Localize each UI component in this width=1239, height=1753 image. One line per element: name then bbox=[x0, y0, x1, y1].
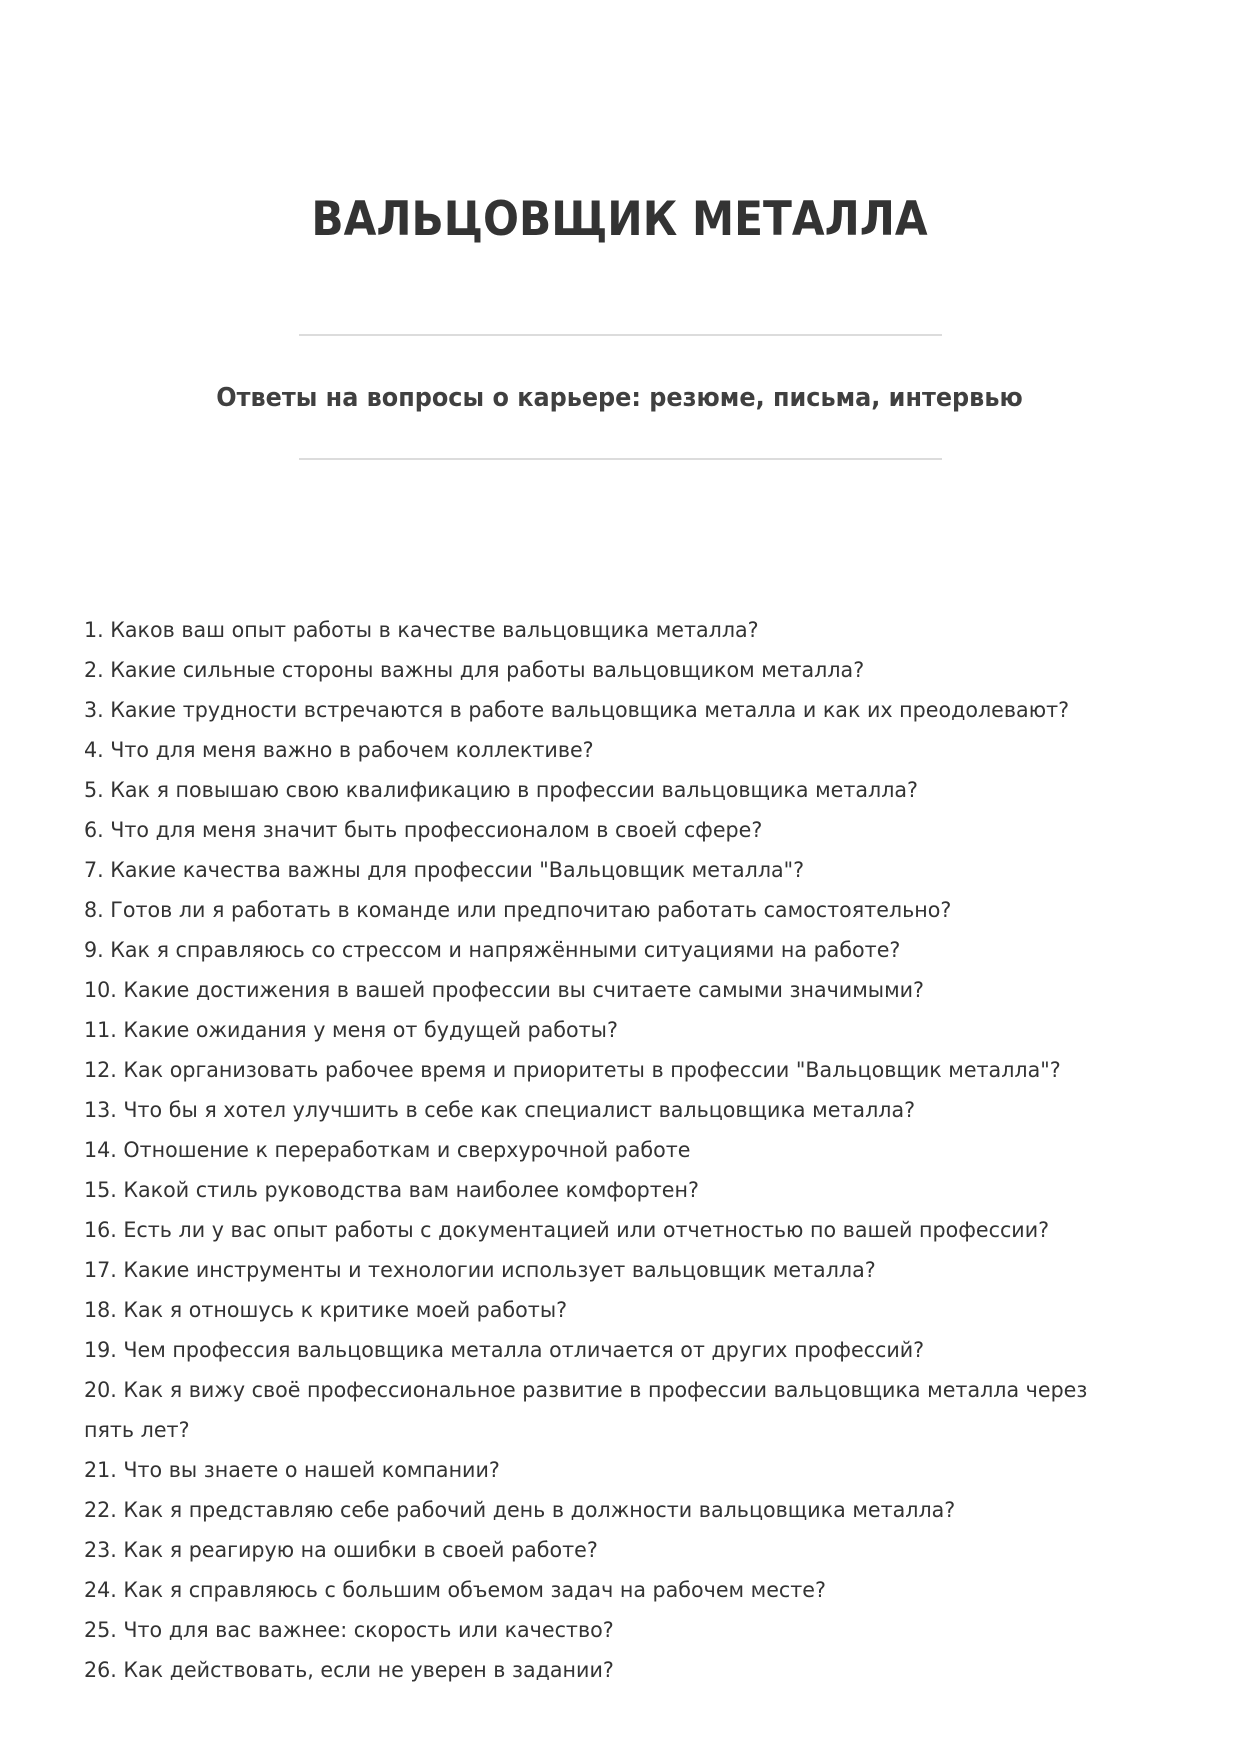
question-item: 16. Есть ли у вас опыт работы с документацией или отчетностью по вашей профессии? bbox=[84, 1218, 1050, 1243]
question-item: 17. Какие инструменты и технологии использует вальцовщик металла? bbox=[84, 1258, 876, 1283]
question-item: 1. Каков ваш опыт работы в качестве вальцовщика металла? bbox=[84, 618, 759, 643]
question-item: 8. Готов ли я работать в команде или предпочитаю работать самостоятельно? bbox=[84, 898, 952, 923]
question-item: 7. Какие качества важны для профессии "Вальцовщик металла"? bbox=[84, 858, 805, 883]
question-item: 18. Как я отношусь к критике моей работы? bbox=[84, 1298, 568, 1323]
question-list bbox=[84, 611, 1164, 1691]
question-item: 26. Как действовать, если не уверен в задании? bbox=[84, 1658, 614, 1683]
question-item: 11. Какие ожидания у меня от будущей работы? bbox=[84, 1018, 618, 1043]
question-item: 3. Какие трудности встречаются в работе вальцовщика металла и как их преодолевают? bbox=[84, 698, 1070, 723]
question-item: 23. Как я реагирую на ошибки в своей работе? bbox=[84, 1538, 598, 1563]
divider-top bbox=[299, 334, 942, 336]
question-item: 10. Какие достижения в вашей профессии вы считаете самыми значимыми? bbox=[84, 978, 925, 1003]
page-title: ВАЛЬЦОВЩИК МЕТАЛЛА bbox=[311, 192, 928, 247]
question-item: 21. Что вы знаете о нашей компании? bbox=[84, 1458, 500, 1483]
question-item: 20. Как я вижу своё профессиональное развитие в профессии вальцовщика металла через пять лет? bbox=[84, 1378, 1088, 1443]
question-item: 5. Как я повышаю свою квалификацию в профессии вальцовщика металла? bbox=[84, 778, 918, 803]
question-item: 4. Что для меня важно в рабочем коллективе? bbox=[84, 738, 594, 763]
question-item: 25. Что для вас важнее: скорость или качество? bbox=[84, 1618, 614, 1643]
question-item: 24. Как я справляюсь с большим объемом задач на рабочем месте? bbox=[84, 1578, 826, 1603]
question-item: 13. Что бы я хотел улучшить в себе как специалист вальцовщика металла? bbox=[84, 1098, 916, 1123]
question-item: 14. Отношение к переработкам и сверхурочной работе bbox=[84, 1138, 691, 1163]
question-item: 22. Как я представляю себе рабочий день в должности вальцовщика металла? bbox=[84, 1498, 956, 1523]
question-item: 15. Какой стиль руководства вам наиболее комфортен? bbox=[84, 1178, 699, 1203]
question-item: 12. Как организовать рабочее время и приоритеты в профессии "Вальцовщик металла"? bbox=[84, 1058, 1061, 1083]
question-item: 2. Какие сильные стороны важны для работы вальцовщиком металла? bbox=[84, 658, 865, 683]
question-item: 19. Чем профессия вальцовщика металла отличается от других профессий? bbox=[84, 1338, 925, 1363]
question-item: 6. Что для меня значит быть профессионалом в своей сфере? bbox=[84, 818, 763, 843]
page-subtitle: Ответы на вопросы о карьере: резюме, письма, интервью bbox=[216, 383, 1023, 413]
divider-bottom bbox=[299, 458, 942, 460]
question-item: 9. Как я справляюсь со стрессом и напряжёнными ситуациями на работе? bbox=[84, 938, 901, 963]
